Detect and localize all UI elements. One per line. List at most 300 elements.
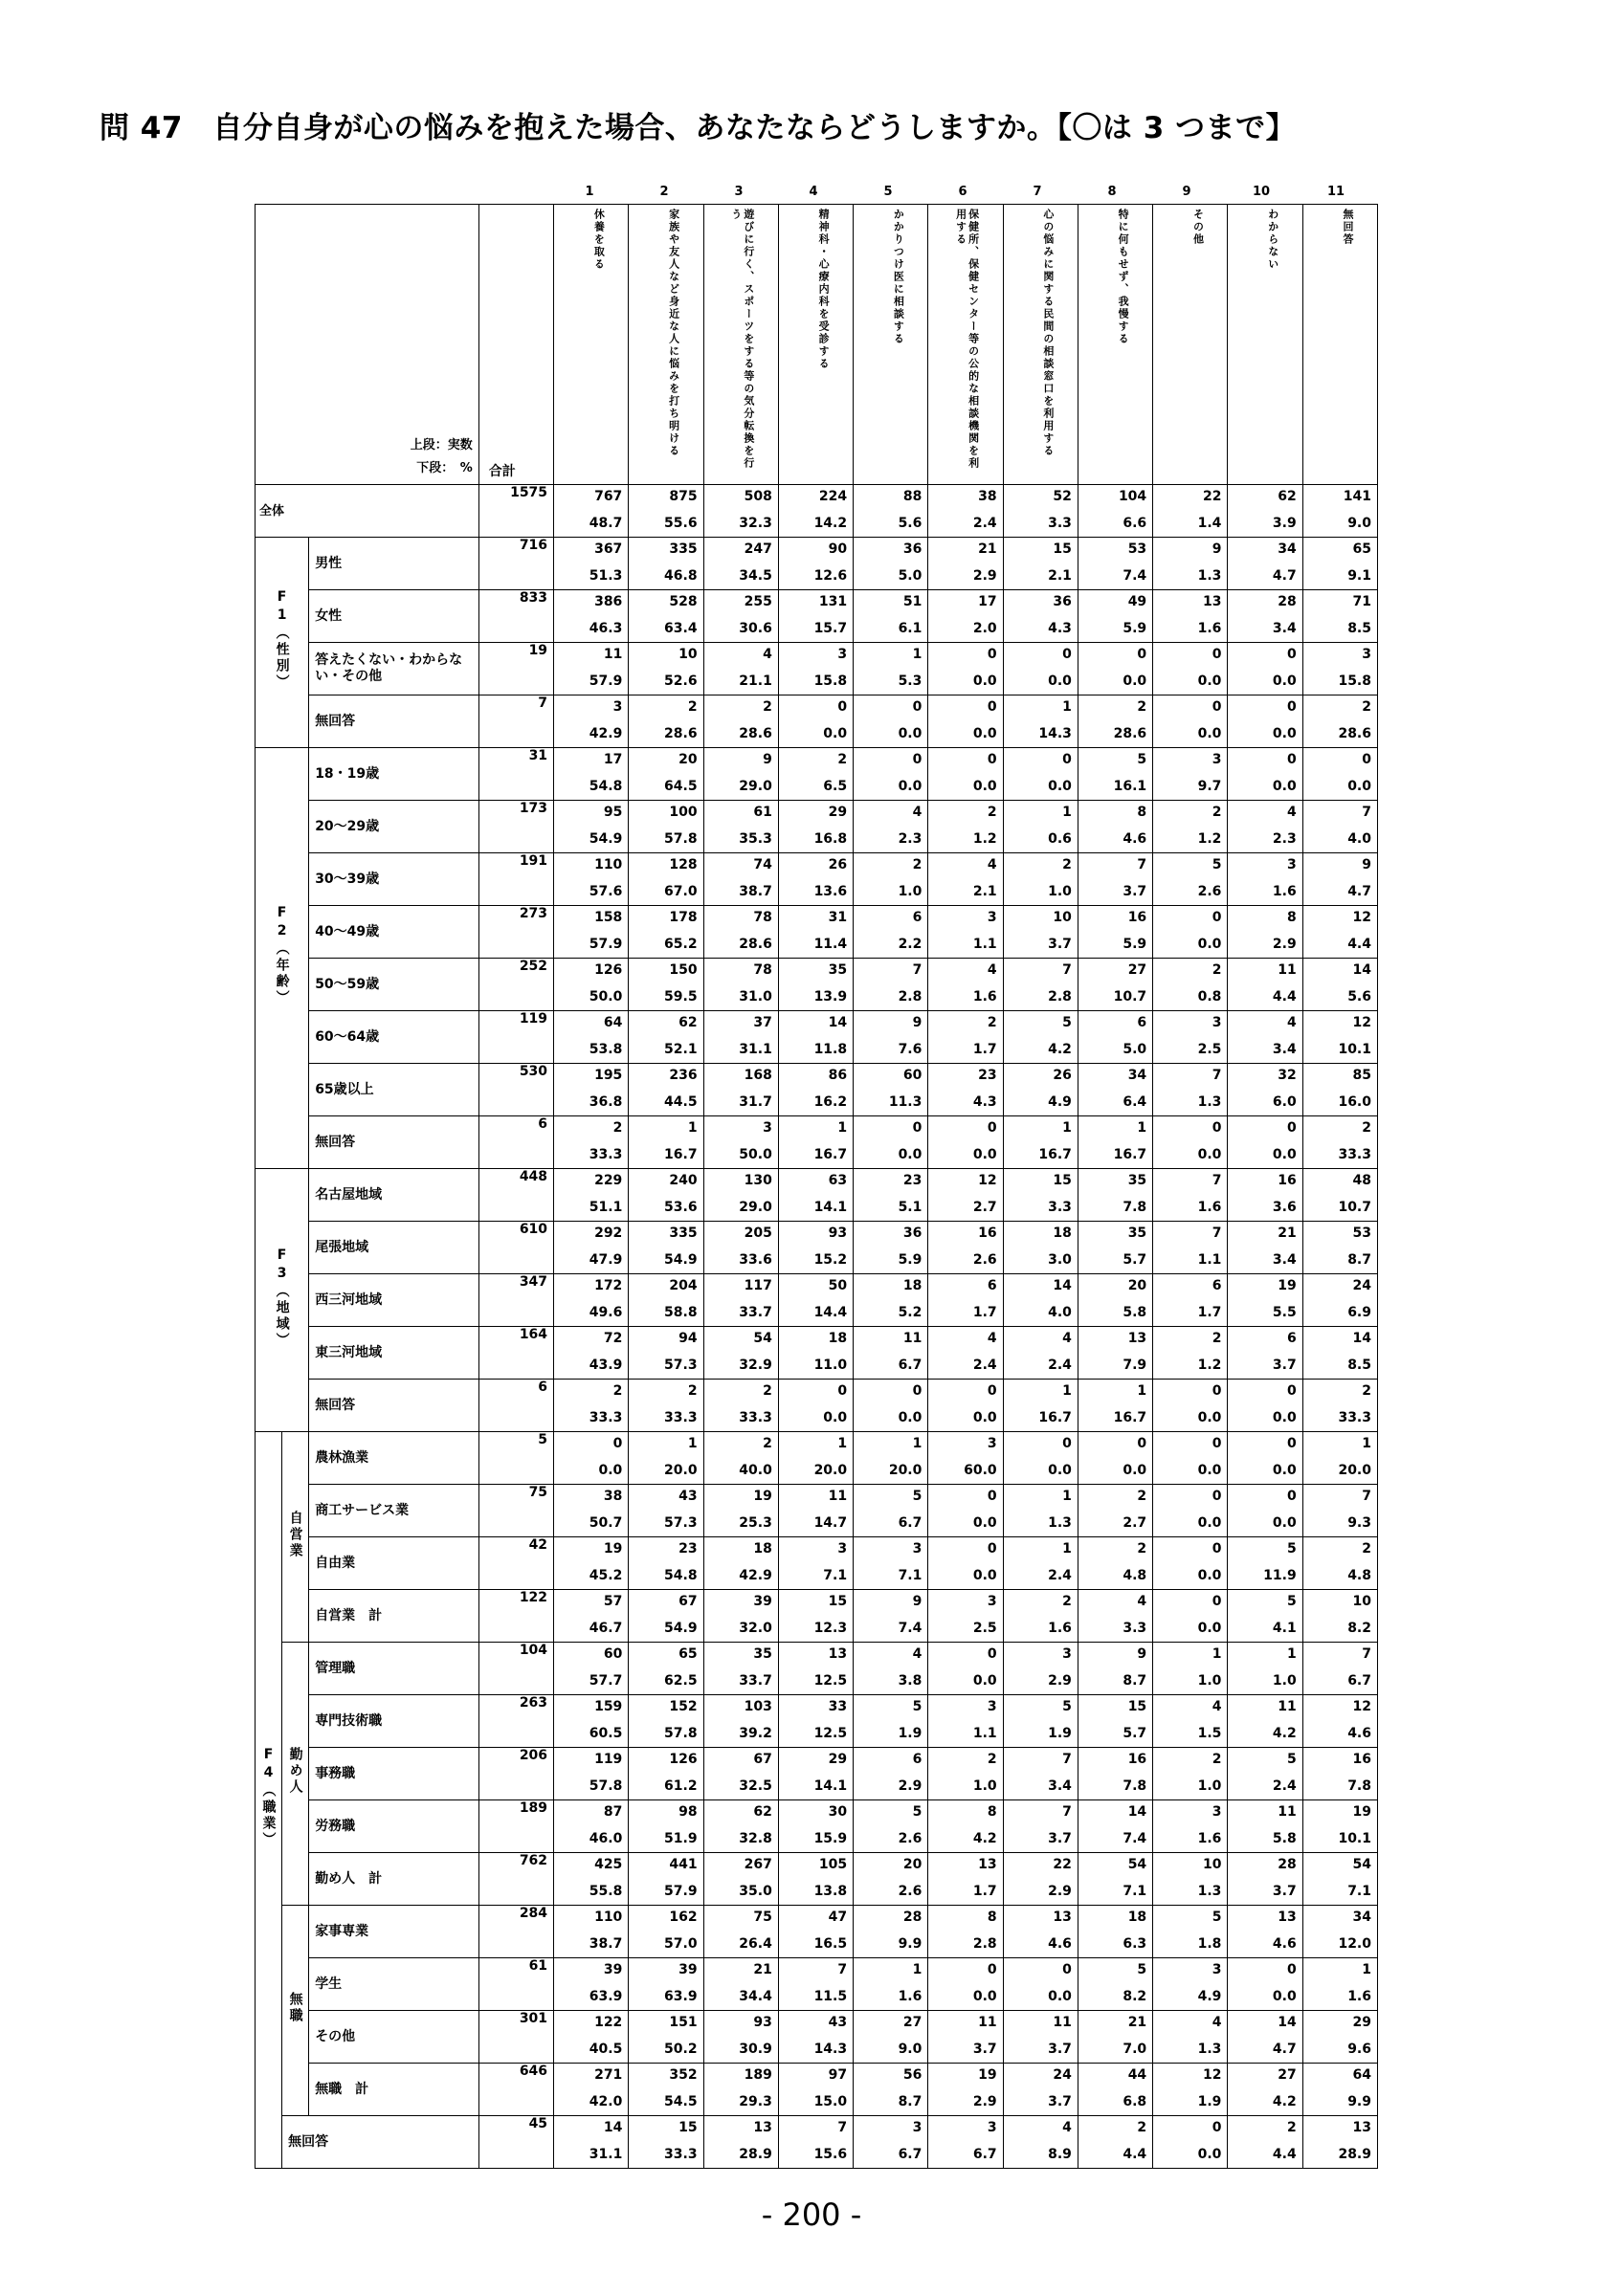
value-pair: [554, 853, 622, 903]
count-value: 1: [1062, 1489, 1072, 1504]
value-pair: [1303, 590, 1371, 640]
count-value: 12: [1352, 910, 1371, 925]
value-cell: [1078, 2116, 1152, 2169]
percent-value: 4.6: [1123, 831, 1147, 847]
percent-value: 1.3: [1048, 1515, 1072, 1531]
count-value: 2: [687, 699, 698, 715]
value-pair: [1078, 1906, 1146, 1955]
percent-value: 0.0: [1197, 2147, 1222, 2162]
value-pair: [1153, 1958, 1221, 2008]
value-cell: [1228, 1485, 1302, 1537]
count-value: 2: [1137, 2120, 1147, 2135]
value-cell: [928, 643, 1003, 695]
percent-value: 1.0: [1197, 1778, 1222, 1794]
percent-value: 52.1: [664, 1042, 698, 1057]
value-cell: [778, 695, 853, 748]
total-cell: [478, 2116, 553, 2169]
total-value: 762: [519, 1853, 548, 1868]
row-label: 尾張地域: [309, 1222, 479, 1274]
percent-value: 1.6: [1048, 1621, 1072, 1636]
value-cell: [629, 2116, 703, 2169]
value-cell: [703, 1011, 778, 1064]
value-cell: [1302, 1432, 1377, 1485]
total-value: 189: [519, 1800, 548, 1816]
count-value: 122: [594, 2015, 623, 2030]
count-value: 0: [987, 1962, 997, 1977]
value-cell: [778, 643, 853, 695]
percent-value: 0.0: [1197, 1410, 1222, 1425]
percent-value: 3.7: [1123, 884, 1147, 899]
total-value: 206: [519, 1748, 548, 1763]
percent-value: 4.4: [1272, 2147, 1297, 2162]
count-value: 3: [912, 1541, 923, 1556]
value-pair: [1228, 748, 1296, 798]
percent-value: 25.3: [739, 1515, 772, 1531]
value-pair: [779, 1853, 847, 1903]
count-value: 104: [1118, 489, 1147, 504]
value-cell: [1078, 2011, 1152, 2064]
value-pair: [554, 1432, 622, 1482]
column-number: 8: [1107, 185, 1117, 199]
percent-value: 67.0: [664, 884, 698, 899]
percent-value: 16.0: [1338, 1094, 1371, 1110]
value-cell: [1153, 1064, 1228, 1116]
column-header-label: 家族や友人など身近な人に悩みを打ち明ける: [667, 209, 680, 457]
value-pair: [629, 1906, 697, 1955]
percent-value: 33.7: [739, 1673, 772, 1689]
percent-value: 11.8: [813, 1042, 848, 1057]
percent-value: 0.0: [898, 1147, 923, 1162]
value-pair: [779, 1800, 847, 1850]
percent-value: 2.2: [898, 937, 923, 952]
value-cell: [1003, 959, 1078, 1011]
value-cell: [629, 1380, 703, 1432]
percent-value: 1.5: [1197, 1726, 1222, 1741]
percent-value: 57.3: [664, 1358, 698, 1373]
value-cell: [928, 2064, 1003, 2116]
percent-value: 4.3: [1048, 621, 1072, 636]
value-pair: [1078, 1169, 1146, 1219]
value-pair: [854, 1537, 922, 1587]
value-cell: [854, 1958, 928, 2011]
value-pair: [854, 2116, 922, 2166]
count-value: 335: [669, 1225, 698, 1241]
percent-value: 2.0: [972, 621, 997, 636]
value-pair: [1153, 1432, 1221, 1482]
value-pair: [1004, 1169, 1072, 1219]
value-cell: [1228, 695, 1302, 748]
value-pair: [554, 2064, 622, 2113]
value-pair: [1153, 695, 1221, 745]
percent-value: 57.9: [589, 937, 623, 952]
percent-value: 14.3: [813, 2042, 848, 2057]
total-cell: [478, 1116, 553, 1169]
value-pair: [704, 801, 772, 850]
percent-value: 33.3: [1338, 1147, 1371, 1162]
count-value: 130: [744, 1173, 772, 1188]
table-row: [256, 1011, 1378, 1064]
percent-value: 2.7: [972, 1200, 997, 1215]
value-cell: [1302, 748, 1377, 801]
value-cell: [1153, 1906, 1228, 1958]
percent-value: 0.0: [1197, 673, 1222, 689]
percent-value: 3.3: [1123, 1621, 1147, 1636]
value-cell: [1153, 1853, 1228, 1906]
column-header-label: 精神科・心療内科を受診する: [817, 209, 831, 370]
percent-value: 63.9: [589, 1989, 623, 2004]
value-cell: [928, 2116, 1003, 2169]
total-value: 530: [519, 1064, 548, 1079]
count-value: 508: [744, 489, 772, 504]
value-pair: [928, 1222, 996, 1271]
count-value: 34: [1127, 1068, 1147, 1083]
row-label: 家事専業: [309, 1906, 479, 1958]
value-cell: [703, 1958, 778, 2011]
total-cell: [478, 1958, 553, 2011]
table-row: [256, 2064, 1378, 2116]
value-cell: [1003, 2011, 1078, 2064]
value-cell: [928, 1485, 1003, 1537]
percent-value: 1.9: [1197, 2094, 1222, 2109]
value-cell: [928, 1748, 1003, 1800]
value-cell: [1153, 906, 1228, 959]
row-label: 専門技術職: [309, 1695, 479, 1748]
count-value: 35: [753, 1646, 772, 1662]
value-pair: [1303, 1432, 1371, 1482]
percent-value: 2.9: [1272, 937, 1297, 952]
value-cell: [1228, 1011, 1302, 1064]
value-cell: [778, 1274, 853, 1327]
percent-value: 0.0: [1123, 1463, 1147, 1478]
count-value: 30: [828, 1804, 848, 1820]
percent-value: 3.7: [1048, 2094, 1072, 2109]
value-cell: [1153, 853, 1228, 906]
value-pair: [1303, 1537, 1371, 1587]
percent-value: 2.4: [1048, 1358, 1072, 1373]
value-pair: [854, 695, 922, 745]
percent-value: 8.7: [898, 2094, 923, 2109]
count-value: 4: [987, 857, 997, 872]
count-value: 1: [1212, 1646, 1222, 1662]
table-row: [256, 2011, 1378, 2064]
count-value: 3: [1286, 857, 1297, 872]
count-value: 4: [1286, 1015, 1297, 1030]
count-value: 36: [902, 1225, 923, 1241]
value-pair: [1228, 1590, 1296, 1640]
value-pair: [554, 1011, 622, 1061]
row-label: 労務職: [309, 1800, 479, 1853]
value-pair: [1004, 853, 1072, 903]
count-value: 0: [1137, 647, 1147, 662]
value-cell: [1228, 1906, 1302, 1958]
value-cell: [1228, 1800, 1302, 1853]
row-label: 無回答: [309, 695, 479, 748]
value-cell: [1003, 1643, 1078, 1695]
value-cell: [1003, 643, 1078, 695]
percent-value: 64.5: [664, 779, 698, 794]
percent-value: 0.0: [972, 673, 997, 689]
value-cell: [1302, 1853, 1377, 1906]
value-cell: [1228, 1590, 1302, 1643]
value-cell: [629, 748, 703, 801]
value-pair: [928, 590, 996, 640]
count-value: 15: [1053, 541, 1072, 557]
value-cell: [554, 643, 629, 695]
total-cell: [478, 906, 553, 959]
value-cell: [1078, 1485, 1152, 1537]
column-header: [1228, 205, 1302, 485]
count-value: 4: [1286, 805, 1297, 820]
value-cell: [854, 1590, 928, 1643]
subgroup-label-text: 自営業: [287, 1510, 303, 1559]
value-cell: [1003, 1695, 1078, 1748]
percent-value: 0.0: [1272, 1410, 1297, 1425]
value-cell: [1153, 1327, 1228, 1380]
percent-value: 0.0: [1272, 673, 1297, 689]
value-cell: [1003, 1432, 1078, 1485]
count-value: 7: [1212, 1068, 1222, 1083]
percent-value: 57.9: [589, 673, 623, 689]
table-row: [256, 1169, 1378, 1222]
value-pair: [928, 2116, 996, 2166]
percent-value: 62.5: [664, 1673, 698, 1689]
value-pair: [704, 1958, 772, 2008]
value-pair: [704, 1853, 772, 1903]
percent-value: 0.0: [1197, 1463, 1222, 1478]
count-value: 34: [1278, 541, 1297, 557]
value-cell: [928, 1169, 1003, 1222]
value-cell: [703, 1064, 778, 1116]
percent-value: 16.8: [813, 831, 848, 847]
count-value: 267: [744, 1857, 772, 1872]
crosstab-table: [255, 204, 1378, 2169]
subgroup-label: [282, 1906, 309, 2116]
count-value: 74: [753, 857, 772, 872]
count-value: 1: [1062, 699, 1072, 715]
value-cell: [629, 1116, 703, 1169]
value-cell: [928, 1958, 1003, 2011]
table-row: [256, 1485, 1378, 1537]
count-value: 23: [902, 1173, 923, 1188]
value-cell: [928, 695, 1003, 748]
value-cell: [703, 1853, 778, 1906]
value-pair: [854, 1485, 922, 1534]
count-value: 2: [1137, 1489, 1147, 1504]
percent-value: 2.6: [898, 1884, 923, 1899]
percent-value: 14.2: [813, 516, 848, 531]
value-pair: [1004, 1748, 1072, 1798]
percent-value: 0.0: [898, 726, 923, 741]
value-cell: [1153, 1748, 1228, 1800]
count-value: 6: [1212, 1278, 1222, 1293]
total-cell: [478, 538, 553, 590]
value-pair: [779, 906, 847, 956]
value-pair: [928, 853, 996, 903]
row-label: 事務職: [309, 1748, 479, 1800]
table-row: [256, 748, 1378, 801]
count-value: 236: [669, 1068, 698, 1083]
percent-value: 52.6: [664, 673, 698, 689]
subgroup-label: [282, 1643, 309, 1906]
value-cell: [1153, 2011, 1228, 2064]
value-cell: [778, 590, 853, 643]
percent-value: 33.3: [1338, 1410, 1371, 1425]
value-pair: [704, 906, 772, 956]
total-cell: [478, 1590, 553, 1643]
column-header: [1003, 205, 1078, 485]
value-pair: [1228, 1748, 1296, 1798]
value-cell: [1302, 906, 1377, 959]
percent-value: 13.8: [813, 1884, 848, 1899]
count-value: 0: [1062, 752, 1072, 767]
count-value: 0: [1137, 1436, 1147, 1451]
total-value: 273: [519, 906, 548, 921]
value-pair: [928, 695, 996, 745]
percent-value: 1.2: [1197, 1358, 1222, 1373]
count-value: 4: [912, 805, 923, 820]
value-pair: [629, 1274, 697, 1324]
percent-value: 6.7: [898, 1515, 923, 1531]
value-cell: [703, 2011, 778, 2064]
value-cell: [1302, 2064, 1377, 2116]
count-value: 0: [987, 1646, 997, 1662]
value-pair: [1078, 1222, 1146, 1271]
value-pair: [928, 1800, 996, 1850]
percent-value: 30.9: [739, 2042, 772, 2057]
count-value: 93: [753, 2015, 772, 2030]
column-number: 6: [958, 185, 967, 199]
value-pair: [1303, 1748, 1371, 1798]
value-cell: [1302, 1274, 1377, 1327]
total-value: 104: [519, 1643, 548, 1658]
value-pair: [779, 1695, 847, 1745]
value-cell: [629, 1537, 703, 1590]
percent-value: 9.0: [1347, 516, 1371, 531]
value-pair: [1004, 643, 1072, 693]
percent-value: 45.2: [589, 1568, 623, 1583]
row-label: 無回答: [309, 1380, 479, 1432]
value-cell: [854, 1169, 928, 1222]
percent-value: 39.2: [739, 1726, 772, 1741]
percent-value: 4.7: [1272, 2042, 1297, 2057]
count-value: 189: [744, 2067, 772, 2083]
count-value: 0: [987, 647, 997, 662]
value-cell: [554, 538, 629, 590]
value-cell: [928, 801, 1003, 853]
value-cell: [1153, 2116, 1228, 2169]
value-cell: [778, 1169, 853, 1222]
value-pair: [1078, 1380, 1146, 1429]
percent-value: 57.0: [664, 1936, 698, 1952]
value-pair: [779, 643, 847, 693]
value-cell: [1228, 1643, 1302, 1695]
value-pair: [779, 748, 847, 798]
percent-value: 29.3: [739, 2094, 772, 2109]
percent-value: 43.9: [589, 1358, 623, 1373]
value-pair: [1153, 1380, 1221, 1429]
value-pair: [1078, 1116, 1146, 1166]
count-value: 1: [687, 1436, 698, 1451]
column-header: [854, 205, 928, 485]
value-pair: [779, 1537, 847, 1587]
value-pair: [629, 1853, 697, 1903]
value-cell: [1078, 1432, 1152, 1485]
percent-value: 1.3: [1197, 2042, 1222, 2057]
percent-value: 2.6: [898, 1831, 923, 1846]
percent-value: 20.0: [1338, 1463, 1371, 1478]
count-value: 52: [1053, 489, 1072, 504]
value-cell: [703, 1169, 778, 1222]
value-pair: [629, 1695, 697, 1745]
value-cell: [854, 2011, 928, 2064]
count-value: 0: [1212, 1489, 1222, 1504]
count-value: 35: [828, 962, 848, 978]
value-pair: [704, 1274, 772, 1324]
percent-value: 54.5: [664, 2094, 698, 2109]
value-pair: [854, 748, 922, 798]
count-value: 3: [1062, 1646, 1072, 1662]
value-cell: [703, 801, 778, 853]
value-pair: [928, 1695, 996, 1745]
value-cell: [928, 485, 1003, 538]
count-value: 2: [912, 857, 923, 872]
total-value: 173: [519, 801, 548, 816]
value-pair: [1303, 1011, 1371, 1061]
count-value: 119: [594, 1752, 623, 1767]
percent-value: 1.7: [972, 1042, 997, 1057]
value-pair: [1153, 1064, 1221, 1114]
percent-value: 50.7: [589, 1515, 623, 1531]
value-pair: [704, 1590, 772, 1640]
value-pair: [1004, 1274, 1072, 1324]
count-value: 28: [1278, 594, 1297, 609]
percent-value: 3.4: [1048, 1778, 1072, 1794]
value-cell: [1003, 1380, 1078, 1432]
value-cell: [928, 1327, 1003, 1380]
percent-value: 1.9: [898, 1726, 923, 1741]
total-cell: [478, 801, 553, 853]
percent-value: 2.8: [972, 1936, 997, 1952]
row-label: 無職 計: [309, 2064, 479, 2116]
count-value: 35: [1127, 1173, 1147, 1188]
page-number: - 200 -: [761, 2197, 862, 2233]
value-pair: [779, 1380, 847, 1429]
legend-bottom: 下段： %: [416, 461, 473, 475]
value-cell: [554, 2011, 629, 2064]
percent-value: 20.0: [813, 1463, 848, 1478]
percent-value: 28.6: [1113, 726, 1147, 741]
value-cell: [1003, 1327, 1078, 1380]
percent-value: 1.3: [1197, 568, 1222, 584]
value-pair: [1078, 2116, 1146, 2166]
percent-value: 2.1: [1048, 568, 1072, 584]
percent-value: 12.0: [1338, 1936, 1371, 1952]
value-pair: [1228, 2011, 1296, 2061]
count-value: 1: [1062, 1120, 1072, 1136]
table-row: [256, 1064, 1378, 1116]
count-value: 36: [1053, 594, 1072, 609]
percent-value: 6.4: [1123, 1094, 1147, 1110]
count-value: 131: [818, 594, 848, 609]
value-cell: [928, 1011, 1003, 1064]
percent-value: 28.6: [664, 726, 698, 741]
percent-value: 55.6: [664, 516, 698, 531]
percent-value: 0.0: [1123, 673, 1147, 689]
count-value: 54: [753, 1331, 772, 1346]
value-pair: [1153, 485, 1221, 535]
count-value: 27: [902, 2015, 923, 2030]
value-cell: [1228, 748, 1302, 801]
